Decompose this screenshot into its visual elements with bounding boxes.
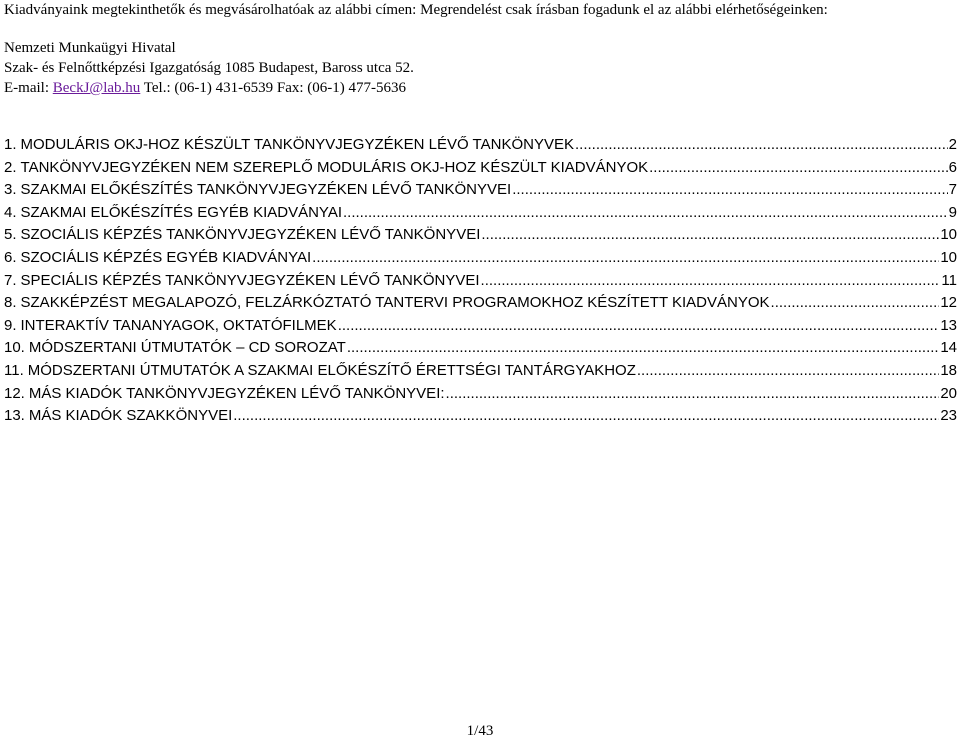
toc-entry[interactable]: [4, 292, 957, 315]
toc-entry[interactable]: [4, 247, 957, 270]
toc-leader-dots: [649, 157, 948, 180]
org-name: Nemzeti Munkaügyi Hivatal: [4, 40, 176, 56]
toc-entry[interactable]: [4, 337, 957, 360]
toc-leader-dots: [771, 292, 940, 315]
toc-entry-number: 6.: [4, 248, 17, 266]
toc-entry-number: 7.: [4, 271, 17, 289]
toc-entry-number: 10.: [4, 339, 25, 357]
dept-address: Szak- és Felnőttképzési Igazgatóság 1085 Budapest, Baross utca 52.: [4, 60, 414, 76]
toc-entry-title: TANKÖNYVJEGYZÉKEN NEM SZEREPLŐ MODULÁRIS OKJ-HOZ KÉSZÜLT KIADVÁNYOK: [20, 158, 649, 176]
toc-entry-title: MÓDSZERTANI ÚTMUTATÓK – CD SOROZAT: [28, 339, 346, 357]
table-of-contents: [4, 134, 957, 428]
toc-entry-number: 13.: [4, 407, 25, 425]
toc-entry-number: 11.: [4, 361, 24, 379]
toc-entry-page: 23: [940, 407, 957, 425]
toc-entry-number: 2.: [4, 158, 17, 176]
toc-entry-title: MODULÁRIS OKJ-HOZ KÉSZÜLT TANKÖNYVJEGYZÉKEN LÉVŐ TANKÖNYVEK: [20, 136, 574, 153]
toc-entry-number: 8.: [4, 294, 17, 312]
toc-entry-page: 12: [940, 294, 957, 312]
toc-entry[interactable]: [4, 224, 957, 247]
toc-entry-title: MÁS KIADÓK TANKÖNYVJEGYZÉKEN LÉVŐ TANKÖNYVEI:: [28, 384, 445, 402]
toc-leader-dots: [343, 202, 948, 225]
toc-leader-dots: [481, 224, 939, 247]
toc-entry[interactable]: [4, 315, 957, 338]
toc-entry-page: 11: [941, 271, 957, 289]
email-label: E-mail:: [4, 80, 53, 96]
toc-entry-title: SZAKMAI ELŐKÉSZÍTÉS TANKÖNYVJEGYZÉKEN LÉVŐ TANKÖNYVEI: [20, 181, 512, 199]
toc-entry[interactable]: [4, 405, 957, 428]
toc-leader-dots: [637, 360, 939, 383]
toc-entry-title: SZOCIÁLIS KÉPZÉS TANKÖNYVJEGYZÉKEN LÉVŐ TANKÖNYVEI: [20, 226, 481, 244]
phone-fax: Tel.: (06-1) 431-6539 Fax: (06-1) 477-5636: [140, 80, 407, 96]
toc-entry[interactable]: [4, 383, 957, 406]
toc-entry-number: 9.: [4, 316, 17, 334]
toc-entry-page: 6: [948, 158, 957, 176]
toc-entry[interactable]: [4, 360, 957, 383]
toc-entry-title: MÓDSZERTANI ÚTMUTATÓK A SZAKMAI ELŐKÉSZÍTŐ ÉRETTSÉGI TANTÁRGYAKHOZ: [27, 361, 636, 379]
contact-line: [4, 78, 414, 98]
toc-entry[interactable]: [4, 157, 957, 180]
toc-entry-number: 12.: [4, 384, 25, 402]
toc-entry-title: SZAKMAI ELŐKÉSZÍTÉS EGYÉB KIADVÁNYAI: [20, 203, 342, 221]
intro-line: Kiadványaink megtekinthetők és megvásárolhatóak az alábbi címen: Megrendelést csak írásban fogadunk el az alábbi elérhetőségeinken:: [4, 2, 828, 18]
toc-entry[interactable]: [4, 270, 957, 293]
email-link[interactable]: BeckJ@lab.hu: [52, 80, 141, 96]
toc-entry-number: 1.: [4, 136, 17, 153]
toc-entry-title: SZAKKÉPZÉST MEGALAPOZÓ, FELZÁRKÓZTATÓ TANTERVI PROGRAMOKHOZ KÉSZÍTETT KIADVÁNYOK: [20, 294, 770, 312]
toc-entry-page: 2: [948, 136, 957, 153]
toc-entry-page: 10: [940, 226, 957, 244]
page-number: 1/43: [466, 723, 494, 739]
toc-leader-dots: [512, 179, 947, 202]
toc-entry-title: INTERAKTÍV TANANYAGOK, OKTATÓFILMEK: [20, 316, 337, 334]
toc-entry-page: 7: [948, 181, 957, 199]
toc-leader-dots: [347, 337, 940, 360]
toc-leader-dots: [446, 383, 940, 406]
toc-leader-dots: [233, 405, 939, 428]
toc-entry[interactable]: [4, 202, 957, 225]
toc-entry-page: 13: [940, 316, 957, 334]
toc-entry-page: 18: [940, 361, 957, 379]
toc-entry-title: SPECIÁLIS KÉPZÉS TANKÖNYVJEGYZÉKEN LÉVŐ TANKÖNYVEI: [20, 271, 480, 289]
toc-entry-number: 3.: [4, 181, 17, 199]
toc-entry[interactable]: [4, 179, 957, 202]
toc-entry-page: 20: [940, 384, 957, 402]
contact-block: [4, 38, 414, 98]
toc-entry-number: 4.: [4, 203, 17, 221]
toc-leader-dots: [575, 134, 948, 157]
toc-entry-title: MÁS KIADÓK SZAKKÖNYVEI: [28, 407, 233, 425]
toc-entry-page: 9: [948, 203, 957, 221]
toc-leader-dots: [481, 270, 941, 293]
toc-leader-dots: [312, 247, 939, 270]
toc-leader-dots: [338, 315, 940, 338]
toc-entry-page: 14: [940, 339, 957, 357]
toc-entry-title: SZOCIÁLIS KÉPZÉS EGYÉB KIADVÁNYAI: [20, 248, 312, 266]
toc-entry-number: 5.: [4, 226, 17, 244]
toc-entry[interactable]: [4, 134, 957, 157]
toc-entry-page: 10: [940, 248, 957, 266]
